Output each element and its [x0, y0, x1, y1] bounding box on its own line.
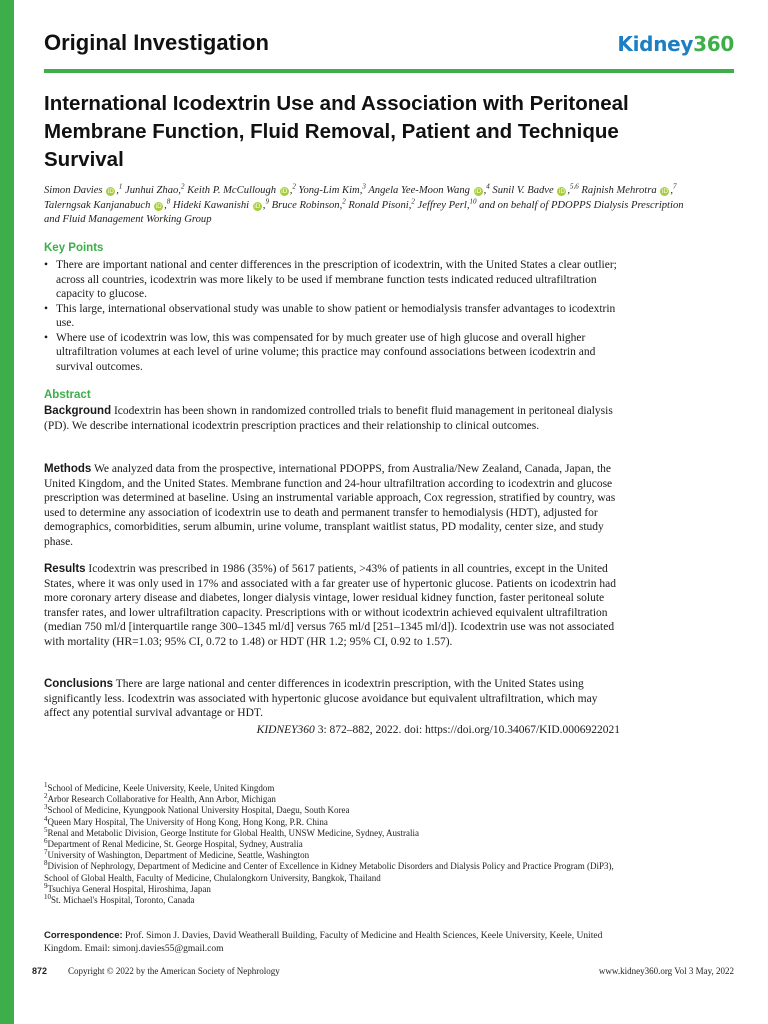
- affiliation-text: Department of Renal Medicine, St. George Hospital, Sydney, Australia: [47, 839, 303, 850]
- author-name: Angela Yee-Moon Wang: [368, 185, 470, 196]
- green-side-bar: [0, 0, 14, 1024]
- author-group-note: and on behalf of PDOPPS Dialysis Prescription and Fluid Management Working Group: [44, 199, 684, 225]
- affiliation-item: [44, 895, 634, 906]
- abstract-methods: [44, 462, 624, 549]
- author: Yong-Lim Kim,$^3$: [298, 182, 366, 196]
- affiliation-item: [44, 881, 634, 895]
- author-affiliation-number: 2: [292, 182, 296, 191]
- background-label: Background: [44, 405, 112, 417]
- citation-line: [44, 724, 620, 736]
- orcid-icon[interactable]: iD: [661, 188, 668, 195]
- correspondence-label: Correspondence:: [44, 930, 123, 941]
- author-name: Talerngsak Kanjanabuch: [44, 199, 151, 211]
- affiliation-text: School of Medicine, Keele University, Keele, United Kingdom: [47, 783, 275, 793]
- author: Angela Yee-Moon Wang iD ,$^4$: [368, 182, 490, 196]
- abstract-results: [44, 562, 624, 649]
- author-affiliation-number: 2: [411, 196, 415, 205]
- author-name: Sunil V. Badve: [492, 185, 554, 196]
- author-affiliation-number: 1: [118, 182, 123, 191]
- author-name: Simon Davies: [44, 185, 103, 196]
- affiliation-number: 7: [44, 848, 48, 857]
- author: Jeffrey Perl,$^{10}$: [417, 196, 477, 211]
- author: Ronald Pisoni,$^2$: [348, 196, 415, 211]
- affiliation-item: [44, 861, 634, 883]
- affiliation-item: [44, 850, 634, 861]
- author: Bruce Robinson,$^2$: [271, 196, 346, 211]
- affiliation-item: [44, 825, 634, 839]
- affiliation-text: University of Washington, Department of Medicine, Seattle, Washington: [47, 850, 310, 861]
- abstract-heading: Abstract: [44, 389, 91, 401]
- author-affiliation-number: 2: [342, 196, 346, 205]
- affiliation-text: School of Medicine, Kyungpook National University Hospital, Daegu, South Korea: [47, 805, 350, 816]
- header-rule: [44, 69, 734, 73]
- article-title: International Icodextrin Use and Association with Peritoneal Membrane Function, Fluid Removal, Patient and Technique Survival: [44, 92, 629, 171]
- section-label: Original Investigation: [44, 30, 269, 55]
- author: Junhui Zhao,$^2$: [125, 182, 185, 196]
- affiliation-item: [44, 805, 634, 816]
- author-name: Rajnish Mehrotra: [581, 185, 657, 196]
- citation-details: 3: 872–882, 2022. doi: https://doi.org/10.34067/KID.0006922021: [317, 724, 620, 736]
- page-header: [44, 30, 734, 70]
- journal-logo-main: Kidney: [617, 32, 694, 56]
- key-point-item: • There are important national and center differences in the prescription of icodextrin, with the United States a clear outlier; across all countries, icodextrin was more likely to be used if membrane function tests indicated reduced ultrafiltration capacity to glucose.: [44, 258, 624, 302]
- abstract-background: [44, 404, 624, 433]
- key-points-heading: Key Points: [44, 242, 104, 254]
- orcid-icon[interactable]: iD: [155, 202, 162, 210]
- affiliation-number: 9: [44, 881, 48, 890]
- author-list: [44, 184, 684, 228]
- author-name: Jeffrey Perl: [417, 199, 467, 211]
- results-text: Icodextrin was prescribed in 1986 (35%) of 5617 patients, >43% of patients in all countries, except in the United States, where it was only used in 17% and associated with a far greater use of hypertonic glucose. Patients on icodextrin had more coronary artery disease and diabetes, longer dialysis vintage, lower residual kidney function, faster peritoneal solute transfer rates, and lower ultrafiltration capacity. Prescriptions with or without icodextrin achieved equivalent ultrafiltration (median 750 ml/d [interquartile range 300–1345 ml/d] versus 765 ml/d [251–1345 ml/d]). Icodextrin use was not associated with mortality (HR=1.03; 95% CI, 0.72 to 1.48) or HDT (HR 1.2; 95% CI, 0.92 to 1.57).: [44, 563, 616, 648]
- author-name: Junhui Zhao: [125, 185, 179, 196]
- affiliation-item: [44, 783, 634, 794]
- affiliation-list: [44, 783, 634, 906]
- key-points-list: [44, 258, 624, 374]
- author: Talerngsak Kanjanabuch iD ,$^8$: [44, 196, 171, 211]
- methods-text: We analyzed data from the prospective, international PDOPPS, from Australia/New Zealand, Canada, Japan, the United Kingdom, and the United States. Membrane function and 24-hour ultrafiltration according to icodextrin and glucose prescription was determined at baseline. Using an instrumental variable approach, Cox regression, stratified by country, was used to determine any association of icodextrin use to death and permanent transfer to hemodialysis (HDT), adjusted for demographics, comorbidities, serum albumin, urine volume, transplant waitlist status, PD modality, center size, and study phase.: [44, 463, 616, 548]
- conclusions-label: Conclusions: [44, 678, 114, 690]
- orcid-icon[interactable]: iD: [254, 202, 261, 210]
- author: Hideki Kawanishi iD ,$^9$: [172, 196, 269, 211]
- affiliation-text: Tsuchiya General Hospital, Hiroshima, Japan: [47, 883, 211, 894]
- orcid-icon[interactable]: iD: [474, 188, 482, 195]
- author: Sunil V. Badve iD ,$^{5,6}$: [492, 182, 579, 196]
- affiliation-text: St. Michael's Hospital, Toronto, Canada: [51, 895, 195, 906]
- methods-label: Methods: [44, 463, 92, 475]
- orcid-icon[interactable]: iD: [281, 188, 288, 195]
- affiliation-item: [44, 794, 634, 805]
- author-name: Bruce Robinson: [271, 199, 340, 211]
- results-label: Results: [44, 563, 86, 575]
- affiliation-number: 10: [44, 893, 51, 902]
- affiliation-text: Division of Nephrology, Department of Medicine and Center of Excellence in Kidney Metabolic Disorders and Dialysis Policy and Practice Program (DiP3), School of Global Health, Faculty of Medicine, Chulalongkorn University, Bangkok, Thailand: [44, 861, 614, 883]
- author-affiliation-number: 7: [672, 182, 677, 191]
- affiliation-text: Queen Mary Hospital, The University of Hong Kong, Hong Kong, P.R. China: [47, 816, 328, 827]
- author-name: Keith P. McCullough: [187, 185, 277, 196]
- author: Simon Davies iD ,$^1$: [44, 182, 123, 196]
- page-number: 872: [32, 966, 48, 976]
- correspondence: [44, 930, 614, 955]
- affiliation-number: 5: [44, 825, 48, 834]
- correspondence-text: Prof. Simon J. Davies, David Weatherall Building, Faculty of Medicine and Health Sciences, Keele University, Keele, United Kingdom. Email: simonj.davies55@gmail.com: [44, 931, 603, 954]
- key-point-item: • This large, international observational study was unable to show patient or hemodialysis transfer advantages to icodextrin use.: [44, 302, 624, 331]
- page-footer: [32, 966, 734, 982]
- affiliation-text: Arbor Research Collaborative for Health, Ann Arbor, Michigan: [47, 794, 276, 805]
- orcid-icon[interactable]: iD: [558, 188, 565, 195]
- affiliation-number: 2: [44, 792, 48, 801]
- author-affiliation-number: 5,6: [570, 182, 579, 191]
- orcid-icon[interactable]: iD: [107, 188, 114, 195]
- author: Rajnish Mehrotra iD ,$^7$: [581, 182, 677, 196]
- copyright-text: Copyright © 2022 by the American Society of Nephrology: [68, 966, 280, 976]
- citation-journal: KIDNEY360: [256, 724, 315, 736]
- key-point-item: • Where use of icodextrin was low, this was compensated for by much greater use of high glucose and overall higher ultrafiltration volumes at each level of urine volume; this practice may confound associations between icodextrin and survival outcomes.: [44, 331, 624, 375]
- journal-logo-accent: 360: [693, 32, 734, 56]
- affiliation-number: 3: [44, 803, 48, 812]
- journal-website: www.kidney360.org Vol 3 May, 2022: [598, 966, 734, 976]
- affiliation-number: 1: [44, 781, 48, 789]
- abstract-conclusions: [44, 677, 624, 721]
- author: Keith P. McCullough iD ,$^2$: [187, 182, 296, 196]
- author-affiliation-number: 2: [180, 182, 185, 191]
- affiliation-number: 6: [44, 837, 48, 846]
- author-name: Yong-Lim Kim: [298, 185, 360, 196]
- author-name: Ronald Pisoni: [348, 199, 409, 211]
- affiliation-number: 8: [44, 859, 48, 868]
- author-affiliation-number: 9: [265, 196, 269, 205]
- author-affiliation-number: 10: [469, 196, 477, 205]
- author-affiliation-number: 3: [362, 182, 366, 191]
- affiliation-item: [44, 814, 634, 828]
- background-text: Icodextrin has been shown in randomized controlled trials to benefit fluid management in peritoneal dialysis (PD). We describe international icodextrin prescription practices and their relationship to clinical outcomes.: [44, 405, 613, 432]
- author-name: Hideki Kawanishi: [172, 199, 250, 211]
- author-affiliation-number: 4: [486, 182, 490, 191]
- affiliation-number: 4: [44, 814, 48, 823]
- journal-logo: [617, 32, 734, 56]
- author-affiliation-number: 8: [166, 196, 171, 205]
- affiliation-item: [44, 839, 634, 850]
- conclusions-text: There are large national and center differences in icodextrin prescription, with the United States using significantly less. Icodextrin was associated with hypertonic glucose avoidance but equivalent ultrafiltration, which may affect any potential survival advantage or HDT.: [44, 678, 598, 719]
- affiliation-text: Renal and Metabolic Division, George Institute for Global Health, UNSW Medicine, Sydney, Australia: [47, 827, 420, 838]
